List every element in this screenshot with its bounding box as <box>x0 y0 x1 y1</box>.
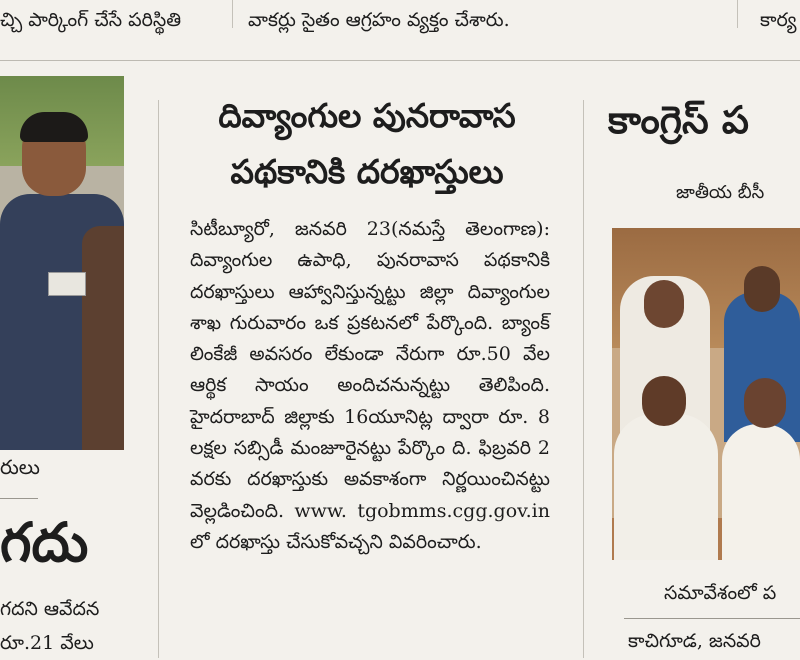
right-subheadline: జాతీయ బీసీ <box>676 182 765 203</box>
right-headline: కాంగ్రెస్ ప <box>608 97 749 142</box>
left-photo-caption: రులు <box>0 455 40 479</box>
right-body-text: కాచిగూడ, జనవరి <box>628 630 761 652</box>
id-badge-shape <box>48 272 86 296</box>
photo-shape <box>82 226 124 450</box>
column-divider <box>583 100 584 658</box>
article-body: సిటీబ్యూరో, జనవరి 23(నమస్తే తెలంగాణ): దివ్యాంగుల ఉపాధి, పునరావాస పథకానికి దరఖాస్తులు ఆహ్వానిస్తున్నట్టు జిల్లా దివ్యాంగుల శాఖ గురువారం ఒక ప్రకటనలో పేర్కొంది. బ్యాంక్ లింకేజీ అవసరం లేకుండా నేరుగా రూ.50 వేల ఆర్థిక సాయం అందిచనున్నట్టు తెలిపింది. హైదరాబాద్ జిల్లాకు 16యూనిట్ల ద్వారా రూ. 8 లక్షల సబ్సిడీ మంజూరైనట్టు పేర్కొం ది. ఫిబ్రవరి 2 వరకు దరఖాస్తుకు అవకాశంగా నిర్ణయించినట్టు వెల్లడించింది. www. tgobmms.cgg.gov.in లో దరఖాస్తు చేసుకోవచ్చని వివరించారు. <box>190 218 550 553</box>
person-photo <box>0 76 124 450</box>
photo-shape <box>644 280 684 328</box>
photo-shape <box>744 378 786 428</box>
photo-shape <box>614 414 718 560</box>
group-photo <box>612 228 800 560</box>
article-headline <box>172 88 562 200</box>
headline-line-1: దివ్యాంగుల పునరావాస <box>218 96 516 135</box>
left-body-line-2: రూ.21 వేలు <box>0 632 94 654</box>
column-divider <box>737 0 738 28</box>
top-middle-text-fragment: వాకర్లు సైతం ఆగ్రహం వ్యక్తం చేశారు. <box>248 9 510 31</box>
headline-line-2: పథకానికి దరఖాస్తులు <box>230 152 504 191</box>
left-body-text <box>0 592 150 660</box>
photo-shape <box>20 112 88 142</box>
caption-rule <box>0 498 38 499</box>
section-rule <box>0 60 800 61</box>
photo-shape <box>642 376 686 426</box>
caption-rule <box>624 618 800 619</box>
top-right-text-fragment: కార్య <box>760 9 797 31</box>
top-left-text-fragment: చ్చి పార్కింగ్ చేసే పరిస్థితి <box>0 9 182 31</box>
top-strip <box>0 0 800 58</box>
column-divider <box>232 0 233 28</box>
column-divider <box>158 100 159 658</box>
photo-shape <box>744 266 780 312</box>
left-headline: గదు <box>0 510 89 574</box>
right-photo-caption: సమావేశంలో ప <box>664 582 777 604</box>
left-body-line-1: గదని ఆవేదన <box>0 598 100 620</box>
photo-shape <box>722 424 800 560</box>
